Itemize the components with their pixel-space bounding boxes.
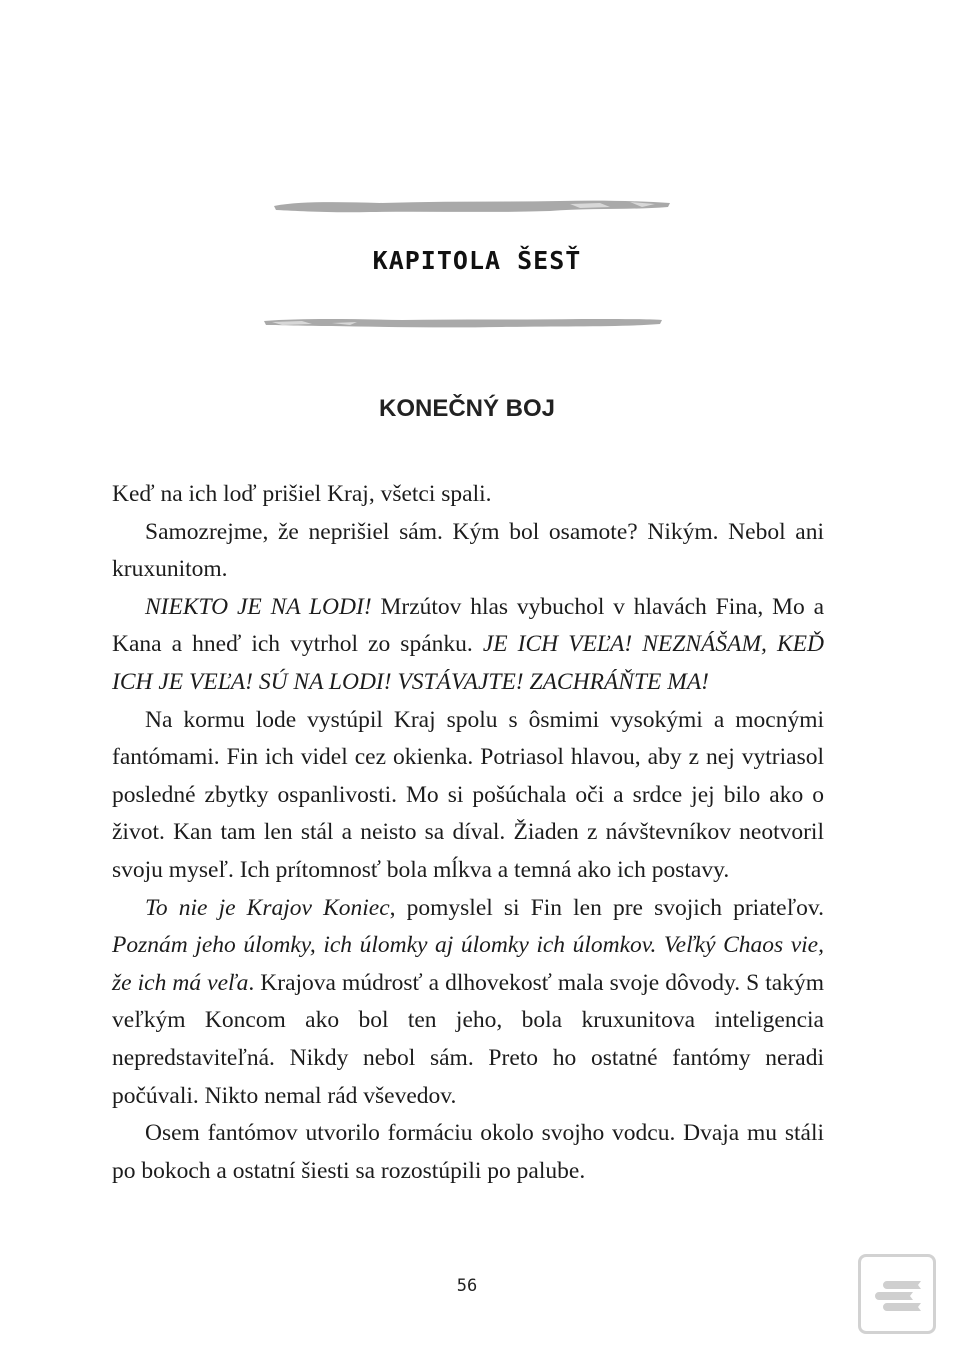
paragraph: [112, 589, 824, 702]
page-number: 56: [456, 1276, 478, 1296]
body-text: [112, 476, 824, 1190]
text-segment: Osem fantómov utvorilo formáciu okolo svojho vodcu. Dvaja mu stáli po bokoch a ostatní šiesti sa rozostúpili po palube.: [112, 1120, 824, 1184]
text-segment: Samozrejme, že neprišiel sám. Kým bol osamote? Nikým. Nebol ani kruxunitom.: [112, 518, 824, 583]
brush-stroke-top-divider: [270, 198, 674, 218]
chapter-label: KAPITOLA ŠESŤ: [372, 246, 582, 275]
reader-button[interactable]: [858, 1254, 936, 1334]
text-segment: . Krajova múdrosť a dlhovekosť mala svoje dôvody. S takým veľkým Koncom ako bol ten jeho, bola kruxunitova inteligencia nepredstaviteľná. Nikdy nebol sám. Preto ho ostatné fantómy neradi počúvali. Nikto nemal rád vševedov.: [112, 969, 825, 1109]
paragraph: [112, 1115, 824, 1190]
text-segment: , pomyslel si Fin len pre svojich priateľov.: [389, 894, 824, 921]
chapter-title: KONEČNÝ BOJ: [378, 395, 556, 422]
italic-text-segment: To nie je Krajov Koniec: [145, 894, 390, 921]
text-segment: Mrzútov hlas vybuchol v hlavách Fina, Mo a Kana a hneď ich vytrhol zo spánku.: [112, 593, 824, 658]
paragraph: [112, 514, 824, 589]
paragraph: [112, 476, 824, 514]
italic-text-segment: Poznám jeho úlomky, ich úlomky aj úlomky ich úlomkov. Veľký Chaos vie, že ich má veľa: [112, 932, 824, 996]
brush-stroke-bottom-divider: [262, 313, 666, 333]
paragraph: [112, 702, 824, 890]
italic-text-segment: NIEKTO JE NA LODI!: [145, 593, 372, 620]
text-segment: Na kormu lode vystúpil Kraj spolu s ôsmimi vysokými a mocnými fantómami. Fin ich videl cez okienka. Potriasol hlavou, aby z nej vytriasol posledné zbytky ospanlivosti. Mo si pošúchala oči a srdce jej bilo ako o život. Kan tam len stál a neisto sa díval. Žiaden z návštevníkov neotvoril svoju myseľ. Ich prítomnosť bola mĺkva a temná ako ich postavy.: [112, 706, 824, 883]
books-icon: [861, 1257, 933, 1331]
paragraph: [112, 890, 824, 1116]
text-segment: Keď na ich loď prišiel Kraj, všetci spali.: [112, 481, 492, 507]
italic-text-segment: JE ICH VEĽA! NEZNÁŠAM, KEĎ ICH JE VEĽA! SÚ NA LODI! VSTÁVAJTE! ZACHRÁŇTE MA!: [112, 631, 824, 695]
